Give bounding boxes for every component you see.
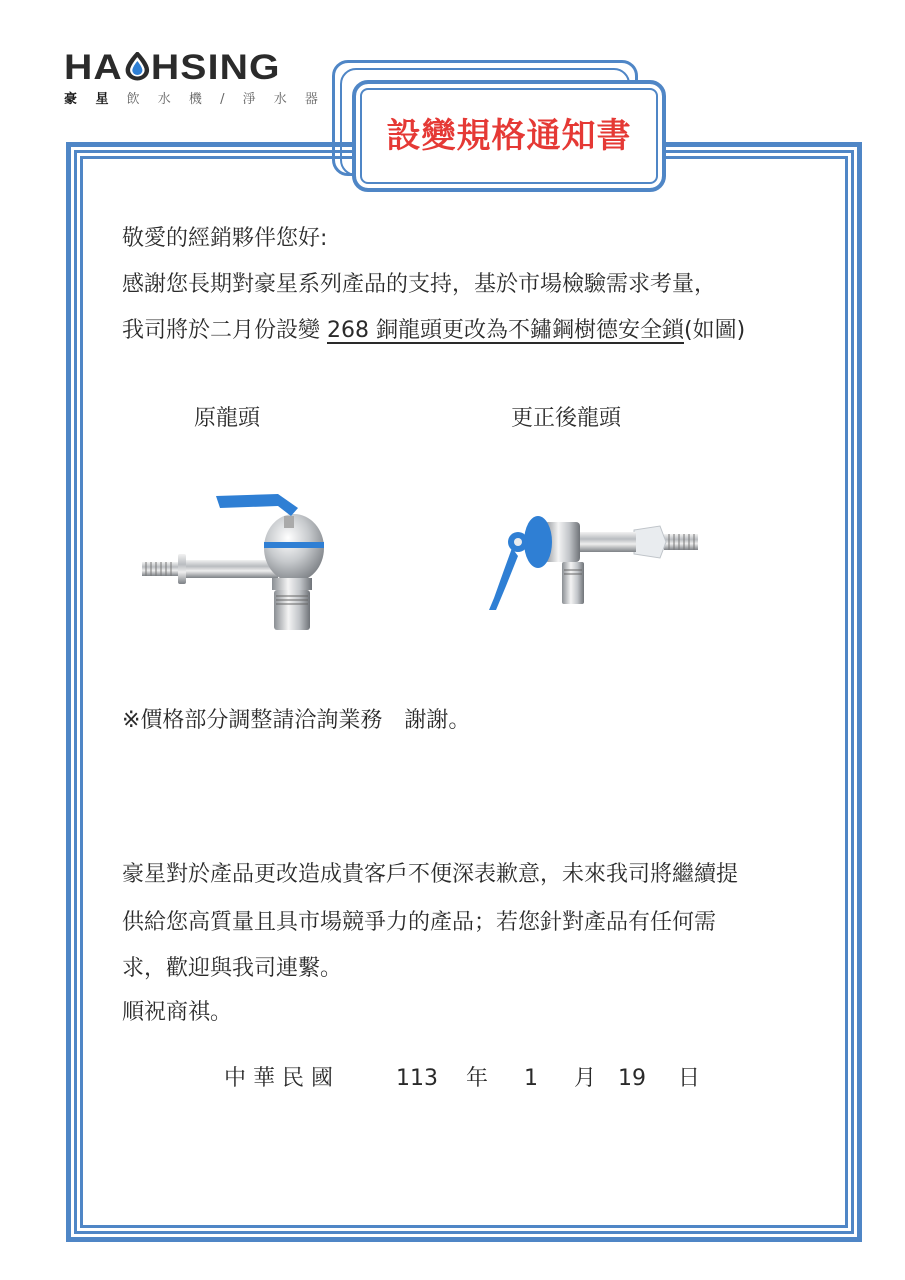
water-drop-icon	[123, 52, 151, 82]
logo-brand-cn: 豪 星	[64, 92, 116, 107]
notice-date	[224, 1064, 700, 1094]
body-line-2	[122, 316, 745, 346]
new-faucet-image	[484, 510, 704, 620]
caption-original-faucet: 原龍頭	[194, 406, 261, 431]
date-day: 19	[618, 1066, 646, 1091]
logo-tagline-text: 飲 水 機 / 淨 水 器	[126, 92, 325, 107]
body-line-2-suffix: (如圖)	[684, 318, 746, 343]
company-logo	[64, 46, 325, 116]
logo-word-right: HSING	[150, 48, 281, 87]
date-era: 中 華 民 國	[224, 1066, 333, 1091]
original-faucet-image	[136, 486, 336, 636]
logo-wordmark	[64, 48, 281, 88]
closing-line-1: 豪星對於產品更改造成貴客戶不便深表歉意，未來我司將繼續提	[122, 862, 739, 887]
body-line-1: 感謝您長期對豪星系列產品的支持，基於市場檢驗需求考量，	[122, 272, 717, 297]
greeting: 敬愛的經銷夥伴您好:	[122, 226, 328, 251]
date-day-unit: 日	[678, 1066, 701, 1091]
body-line-2-prefix: 我司將於二月份設變	[122, 318, 327, 343]
logo-word-left: HA	[64, 48, 123, 87]
date-year-unit: 年	[466, 1066, 489, 1091]
change-description: 268 銅龍頭更改為不鏽鋼樹德安全鎖	[327, 318, 684, 343]
caption-new-faucet: 更正後龍頭	[511, 406, 622, 431]
regards: 順祝商祺。	[122, 1000, 233, 1025]
logo-tagline	[64, 92, 325, 108]
date-month-unit: 月	[574, 1066, 597, 1091]
notice-title: 設變規格通知書	[386, 116, 632, 156]
closing-line-2: 供給您高質量且具市場競爭力的產品；若您針對產品有任何需	[122, 910, 717, 935]
date-year: 113	[396, 1066, 438, 1091]
date-month: 1	[524, 1066, 538, 1091]
closing-line-3: 求，歡迎與我司連繫。	[122, 956, 343, 981]
price-note: ※價格部分調整請洽詢業務 謝謝。	[122, 708, 471, 733]
